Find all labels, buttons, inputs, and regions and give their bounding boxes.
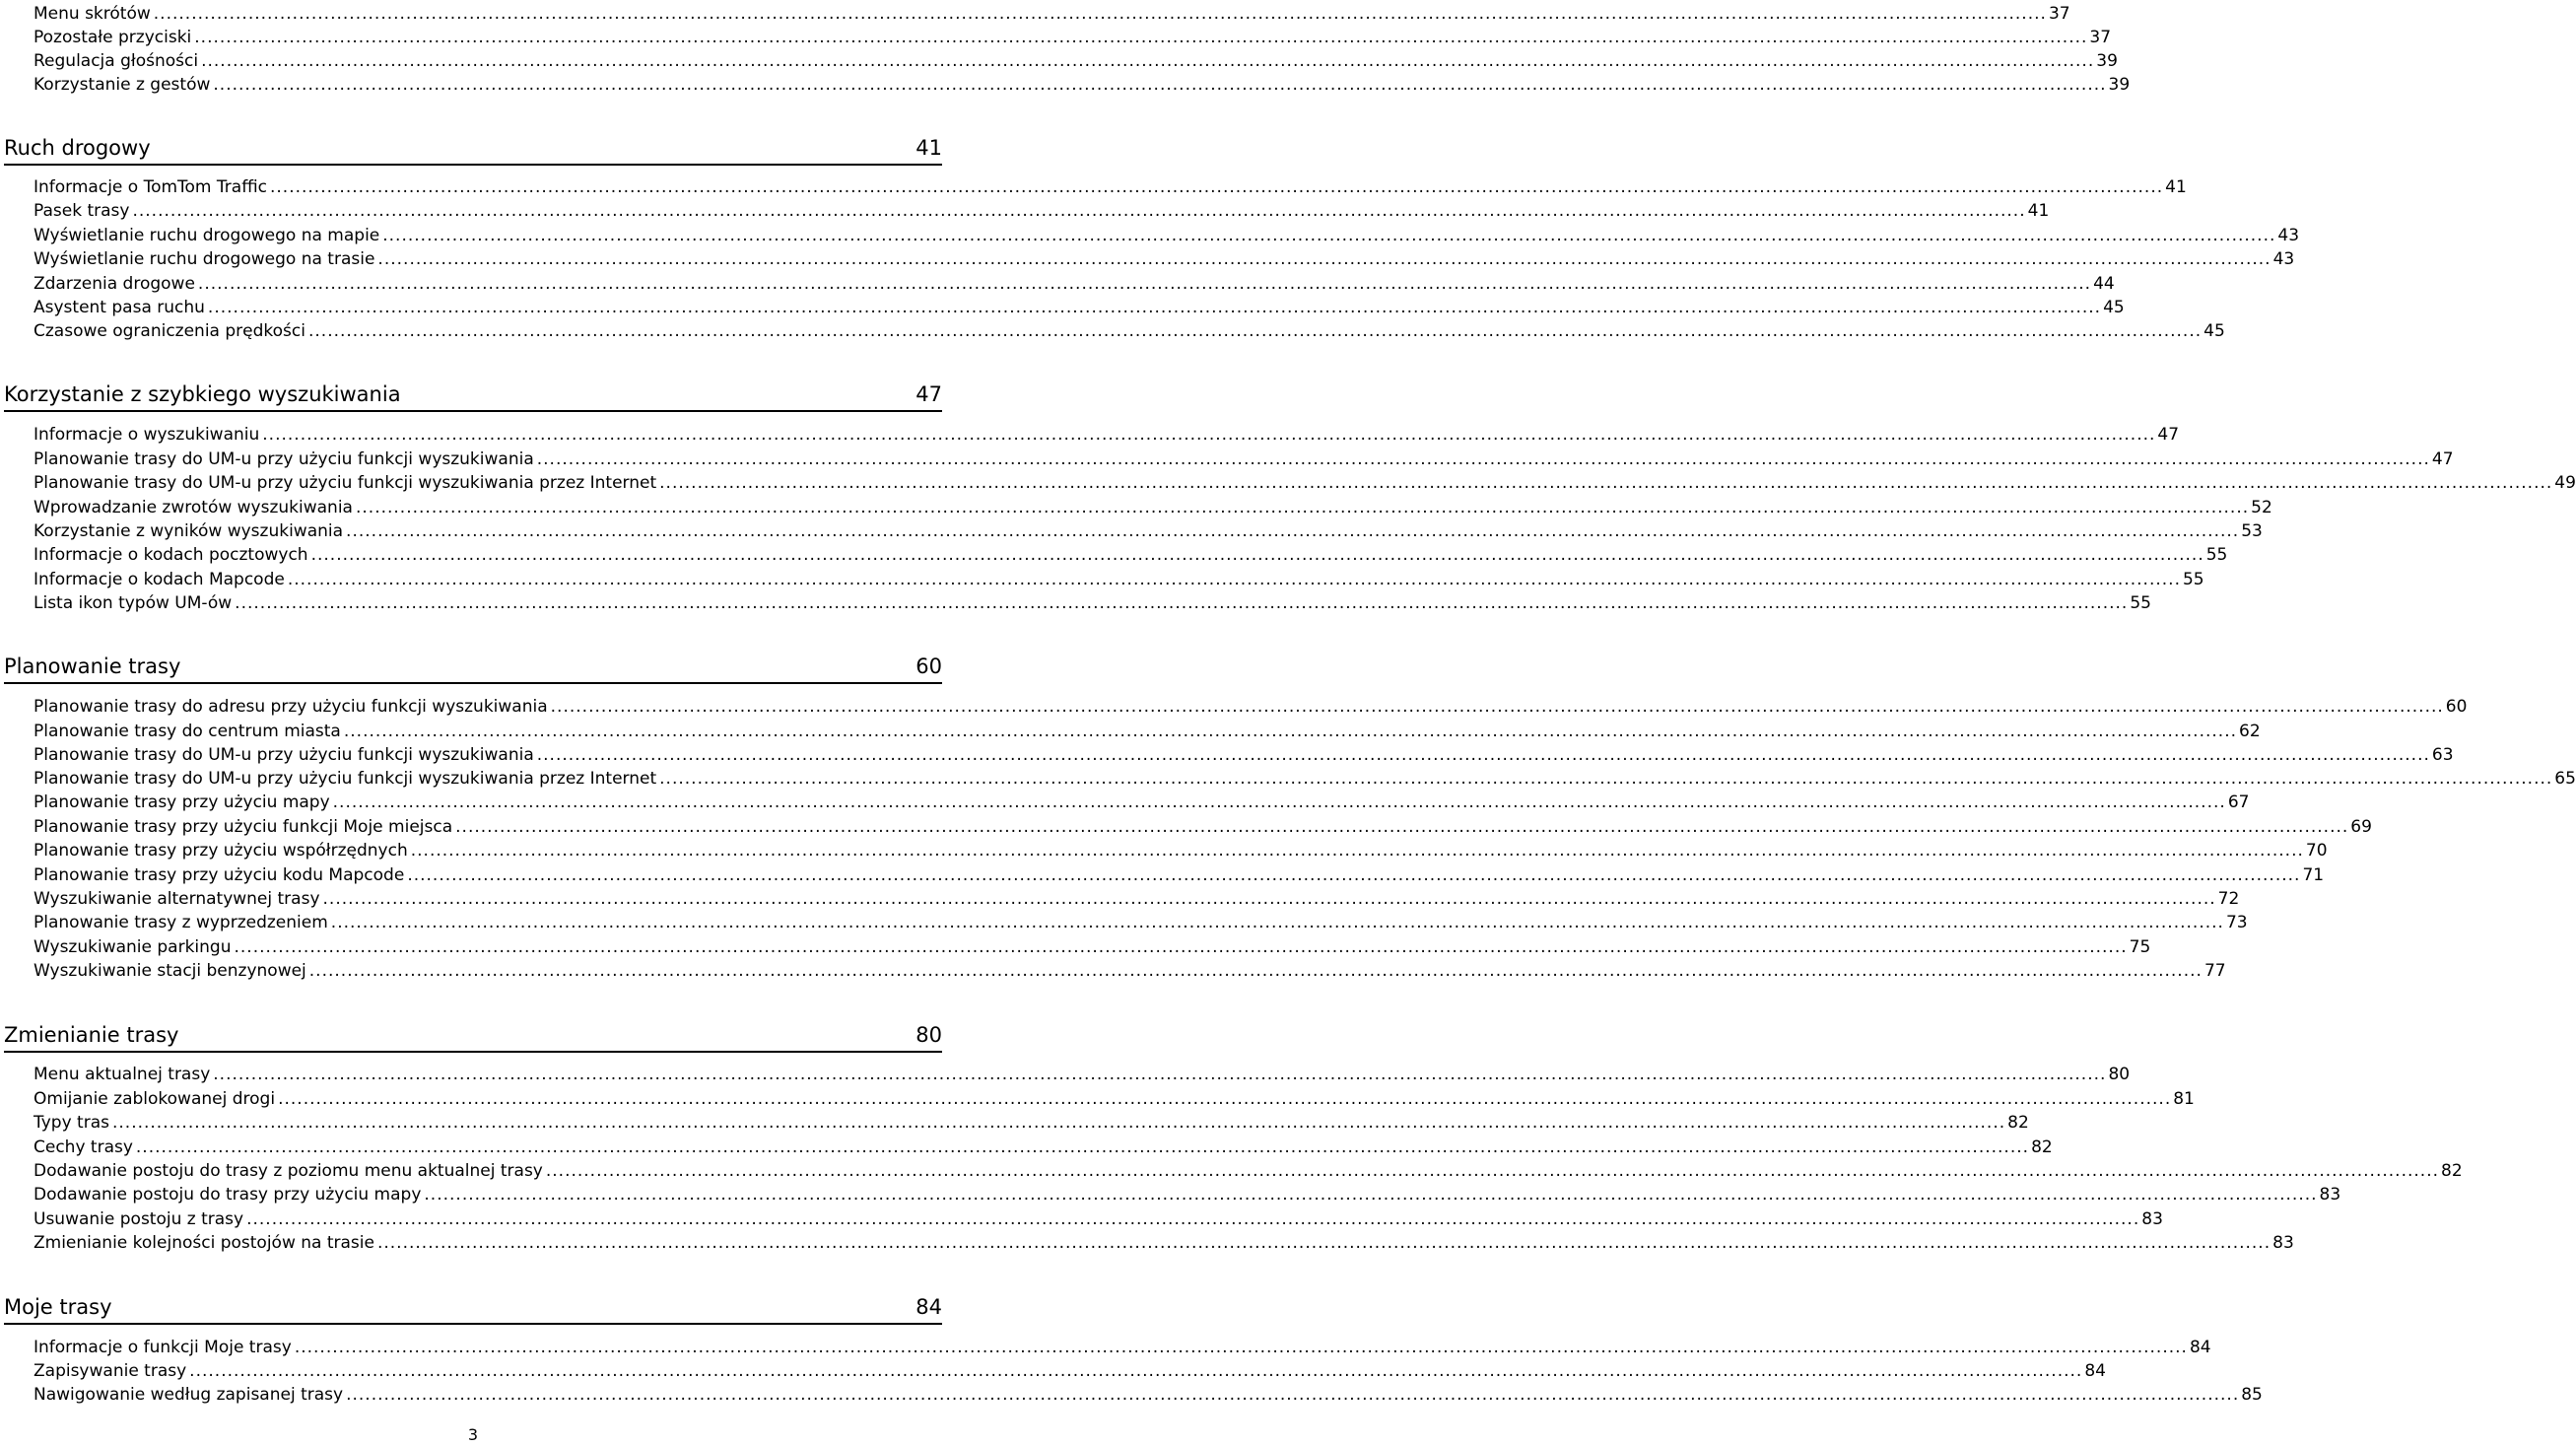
dot-leader: ............................................................................................................................................................................................................................................................................................................ (111, 1113, 2006, 1133)
toc-entry[interactable] (34, 270, 2115, 294)
entry-title: Informacje o wyszukiwaniu (34, 425, 260, 445)
section-page-number: 47 (915, 382, 942, 406)
entry-page-number: 81 (2173, 1089, 2195, 1109)
entry-page-number: 45 (2203, 321, 2225, 341)
entry-title: Korzystanie z gestów (34, 75, 211, 95)
entry-title: Wyszukiwanie parkingu (34, 937, 232, 957)
dot-leader: ............................................................................................................................................................................................................................................................................................................ (294, 1338, 2188, 1357)
dot-leader: ............................................................................................................................................................................................................................................................................................................ (377, 249, 2271, 269)
entry-title: Asystent pasa ruchu (34, 298, 205, 317)
entry-page-number: 55 (2130, 593, 2151, 613)
entry-title: Cechy trasy (34, 1137, 133, 1157)
toc-section-heading[interactable] (4, 1015, 942, 1053)
entry-page-number: 53 (2241, 521, 2263, 541)
entry-page-number: 83 (2319, 1185, 2341, 1205)
toc-entry[interactable] (34, 222, 2300, 245)
entry-title: Informacje o funkcji Moje trasy (34, 1338, 292, 1357)
entry-page-number: 83 (2272, 1233, 2294, 1253)
entry-page-number: 82 (2441, 1161, 2463, 1181)
section-page-number: 60 (915, 655, 942, 678)
dot-leader: ............................................................................................................................................................................................................................................................................................................ (310, 545, 2204, 565)
entry-page-number: 84 (2084, 1361, 2106, 1381)
entry-page-number: 77 (2203, 961, 2226, 981)
toc-entry[interactable] (34, 173, 2187, 197)
dot-leader: ............................................................................................................................................................................................................................................................................................................ (346, 1385, 2240, 1405)
dot-leader: ............................................................................................................................................................................................................................................................................................................ (153, 4, 2047, 24)
toc-entry[interactable] (34, 741, 2454, 765)
toc-entry[interactable] (34, 789, 2250, 812)
dot-leader: ............................................................................................................................................................................................................................................................................................................ (407, 865, 2301, 885)
entry-title: Lista ikon typów UM-ów (34, 593, 233, 613)
entry-title: Planowanie trasy z wyprzedzeniem (34, 913, 328, 932)
toc-entry[interactable] (34, 494, 2272, 517)
dot-leader: ............................................................................................................................................................................................................................................................................................................ (207, 298, 2102, 317)
toc-entry[interactable] (34, 1357, 2106, 1381)
toc-entry[interactable] (34, 1229, 2294, 1253)
toc-entry[interactable] (34, 294, 2125, 317)
dot-leader: ............................................................................................................................................................................................................................................................................................................ (536, 745, 2430, 765)
toc-entry[interactable] (34, 47, 2118, 71)
entry-title: Regulacja głośności (34, 51, 199, 71)
section-page-number: 80 (915, 1023, 942, 1047)
entry-title: Zdarzenia drogowe (34, 274, 195, 294)
dot-leader: ............................................................................................................................................................................................................................................................................................................ (213, 75, 2107, 95)
entry-page-number: 83 (2141, 1209, 2163, 1229)
dot-leader: ............................................................................................................................................................................................................................................................................................................ (197, 274, 2092, 294)
toc-entry[interactable] (34, 1134, 2053, 1157)
toc-entry[interactable] (34, 1085, 2195, 1109)
dot-leader: ............................................................................................................................................................................................................................................................................................................ (308, 961, 2203, 981)
dot-leader: ............................................................................................................................................................................................................................................................................................................ (194, 28, 2088, 47)
dot-leader: ............................................................................................................................................................................................................................................................................................................ (213, 1065, 2107, 1084)
toc-entry[interactable] (34, 541, 2228, 565)
entry-page-number: 41 (2027, 201, 2050, 221)
dot-leader: ............................................................................................................................................................................................................................................................................................................ (322, 889, 2216, 909)
toc-section-heading[interactable] (4, 375, 942, 412)
entry-page-number: 39 (2108, 75, 2131, 95)
entry-page-number: 47 (2431, 449, 2454, 469)
entry-page-number: 41 (2165, 177, 2187, 197)
entry-page-number: 45 (2103, 298, 2125, 317)
section-title: Korzystanie z szybkiego wyszukiwania (4, 382, 401, 406)
toc-section-heading[interactable] (4, 1287, 942, 1325)
dot-leader: ............................................................................................................................................................................................................................................................................................................ (235, 593, 2129, 613)
toc-entry[interactable] (34, 469, 2576, 493)
entry-page-number: 72 (2217, 889, 2240, 909)
entry-title: Dodawanie postoju do trasy z poziomu menu aktualnej trasy (34, 1161, 543, 1181)
toc-entry[interactable] (34, 421, 2180, 445)
entry-title: Informacje o TomTom Traffic (34, 177, 267, 197)
toc-entry[interactable] (34, 24, 2112, 47)
entry-page-number: 70 (2305, 841, 2328, 861)
toc-entry[interactable] (34, 197, 2050, 221)
toc-entry[interactable] (34, 909, 2248, 932)
entry-title: Menu skrótów (34, 4, 151, 24)
entry-title: Wyświetlanie ruchu drogowego na mapie (34, 226, 380, 245)
dot-leader: ............................................................................................................................................................................................................................................................................................................ (346, 521, 2240, 541)
toc-entry[interactable] (34, 933, 2151, 957)
entry-title: Wyszukiwanie alternatywnej trasy (34, 889, 320, 909)
entry-title: Wyświetlanie ruchu drogowego na trasie (34, 249, 375, 269)
entry-title: Czasowe ograniczenia prędkości (34, 321, 305, 341)
entry-page-number: 62 (2239, 722, 2261, 741)
entry-page-number: 52 (2251, 498, 2272, 517)
entry-page-number: 39 (2096, 51, 2118, 71)
toc-entry[interactable] (34, 1157, 2463, 1181)
dot-leader: ............................................................................................................................................................................................................................................................................................................ (262, 425, 2156, 445)
entry-page-number: 63 (2431, 745, 2454, 765)
entry-title: Wyszukiwanie stacji benzynowej (34, 961, 306, 981)
dot-leader: ............................................................................................................................................................................................................................................................................................................ (278, 1089, 2172, 1109)
section-page-number: 41 (915, 136, 942, 160)
entry-title: Planowanie trasy do UM-u przy użyciu funkcji wyszukiwania przez Internet (34, 473, 657, 493)
section-title: Planowanie trasy (4, 655, 181, 678)
entry-title: Omijanie zablokowanej drogi (34, 1089, 276, 1109)
entry-page-number: 44 (2093, 274, 2115, 294)
dot-leader: ............................................................................................................................................................................................................................................................................................................ (132, 201, 2026, 221)
entry-page-number: 37 (2048, 4, 2070, 24)
entry-title: Typy tras (34, 1113, 109, 1133)
dot-leader: ............................................................................................................................................................................................................................................................................................................ (189, 1361, 2083, 1381)
section-title: Zmienianie trasy (4, 1023, 179, 1047)
entry-page-number: 49 (2554, 473, 2576, 493)
dot-leader: ............................................................................................................................................................................................................................................................................................................ (410, 841, 2304, 861)
dot-leader: ............................................................................................................................................................................................................................................................................................................ (550, 697, 2444, 717)
toc-entry[interactable] (34, 1061, 2131, 1084)
page-number: 3 (467, 1425, 479, 1444)
entry-page-number: 37 (2089, 28, 2112, 47)
entry-title: Usuwanie postoju z trasy (34, 1209, 244, 1229)
toc-entry[interactable] (34, 813, 2372, 837)
toc-entry[interactable] (34, 1381, 2263, 1405)
toc-entry[interactable] (34, 71, 2131, 95)
entry-title: Pozostałe przyciski (34, 28, 192, 47)
entry-page-number: 71 (2302, 865, 2325, 885)
entry-title: Informacje o kodach Mapcode (34, 570, 285, 589)
dot-leader: ............................................................................................................................................................................................................................................................................................................ (246, 1209, 2140, 1229)
toc-entry[interactable] (34, 1109, 2029, 1133)
entry-page-number: 75 (2129, 937, 2151, 957)
entry-title: Dodawanie postoju do trasy przy użyciu mapy (34, 1185, 422, 1205)
entry-title: Planowanie trasy do adresu przy użyciu funkcji wyszukiwania (34, 697, 548, 717)
entry-title: Planowanie trasy przy użyciu funkcji Moje miejsca (34, 817, 453, 837)
dot-leader: ............................................................................................................................................................................................................................................................................................................ (234, 937, 2128, 957)
entry-title: Zapisywanie trasy (34, 1361, 187, 1381)
toc-entry[interactable] (34, 0, 2070, 24)
entry-page-number: 65 (2554, 769, 2576, 789)
dot-leader: ............................................................................................................................................................................................................................................................................................................ (455, 817, 2349, 837)
toc-entry[interactable] (34, 589, 2151, 613)
entry-page-number: 67 (2227, 792, 2250, 812)
entry-title: Informacje o kodach pocztowych (34, 545, 308, 565)
section-page-number: 84 (915, 1295, 942, 1319)
entry-page-number: 84 (2189, 1338, 2211, 1357)
dot-leader: ............................................................................................................................................................................................................................................................................................................ (269, 177, 2164, 197)
toc-entry[interactable] (34, 861, 2325, 885)
entry-page-number: 80 (2108, 1065, 2131, 1084)
toc-section-heading[interactable] (4, 128, 942, 166)
entry-title: Planowanie trasy przy użyciu kodu Mapcode (34, 865, 405, 885)
dot-leader: ............................................................................................................................................................................................................................................................................................................ (201, 51, 2095, 71)
dot-leader: ............................................................................................................................................................................................................................................................................................................ (382, 226, 2276, 245)
toc-entry[interactable] (34, 765, 2576, 789)
toc-entry[interactable] (34, 837, 2328, 861)
entry-page-number: 43 (2277, 226, 2300, 245)
dot-leader: ............................................................................................................................................................................................................................................................................................................ (307, 321, 2203, 341)
entry-page-number: 85 (2241, 1385, 2263, 1405)
toc-entry[interactable] (34, 317, 2225, 341)
dot-leader: ............................................................................................................................................................................................................................................................................................................ (545, 1161, 2440, 1181)
dot-leader: ............................................................................................................................................................................................................................................................................................................ (330, 913, 2224, 932)
entry-page-number: 47 (2157, 425, 2180, 445)
toc-entry[interactable] (34, 446, 2454, 469)
entry-title: Planowanie trasy do UM-u przy użyciu funkcji wyszukiwania (34, 745, 534, 765)
dot-leader: ............................................................................................................................................................................................................................................................................................................ (659, 473, 2553, 493)
entry-page-number: 82 (2031, 1137, 2053, 1157)
entry-title: Planowanie trasy do centrum miasta (34, 722, 341, 741)
toc-entry[interactable] (34, 1206, 2163, 1229)
entry-title: Zmienianie kolejności postojów na trasie (34, 1233, 374, 1253)
entry-page-number: 60 (2445, 697, 2468, 717)
entry-title: Planowanie trasy przy użyciu mapy (34, 792, 330, 812)
entry-page-number: 82 (2007, 1113, 2029, 1133)
entry-title: Planowanie trasy przy użyciu współrzędnych (34, 841, 408, 861)
dot-leader: ............................................................................................................................................................................................................................................................................................................ (424, 1185, 2318, 1205)
entry-title: Planowanie trasy do UM-u przy użyciu funkcji wyszukiwania (34, 449, 534, 469)
entry-page-number: 43 (2272, 249, 2295, 269)
dot-leader: ............................................................................................................................................................................................................................................................................................................ (332, 792, 2226, 812)
toc-entry[interactable] (34, 245, 2295, 269)
dot-leader: ............................................................................................................................................................................................................................................................................................................ (343, 722, 2238, 741)
entry-page-number: 69 (2350, 817, 2372, 837)
toc-entry[interactable] (34, 1181, 2341, 1205)
toc-section-heading[interactable] (4, 647, 942, 684)
entry-page-number: 55 (2205, 545, 2228, 565)
toc-entry[interactable] (34, 718, 2261, 741)
dot-leader: ............................................................................................................................................................................................................................................................................................................ (355, 498, 2250, 517)
dot-leader: ............................................................................................................................................................................................................................................................................................................ (659, 769, 2553, 789)
toc-entry[interactable] (34, 566, 2204, 589)
entry-page-number: 55 (2182, 570, 2204, 589)
dot-leader: ............................................................................................................................................................................................................................................................................................................ (287, 570, 2181, 589)
dot-leader: ............................................................................................................................................................................................................................................................................................................ (536, 449, 2430, 469)
section-title: Ruch drogowy (4, 136, 151, 160)
entry-title: Planowanie trasy do UM-u przy użyciu funkcji wyszukiwania przez Internet (34, 769, 657, 789)
entry-title: Menu aktualnej trasy (34, 1065, 211, 1084)
toc-entry[interactable] (34, 957, 2226, 981)
entry-title: Wprowadzanie zwrotów wyszukiwania (34, 498, 353, 517)
entry-page-number: 73 (2225, 913, 2248, 932)
toc-entry[interactable] (34, 885, 2240, 909)
entry-title: Pasek trasy (34, 201, 130, 221)
toc-entry[interactable] (34, 1334, 2211, 1357)
section-title: Moje trasy (4, 1295, 112, 1319)
toc-entry[interactable] (34, 693, 2468, 717)
dot-leader: ............................................................................................................................................................................................................................................................................................................ (376, 1233, 2271, 1253)
entry-title: Korzystanie z wyników wyszukiwania (34, 521, 344, 541)
entry-title: Nawigowanie według zapisanej trasy (34, 1385, 344, 1405)
dot-leader: ............................................................................................................................................................................................................................................................................................................ (135, 1137, 2030, 1157)
toc-entry[interactable] (34, 517, 2263, 541)
